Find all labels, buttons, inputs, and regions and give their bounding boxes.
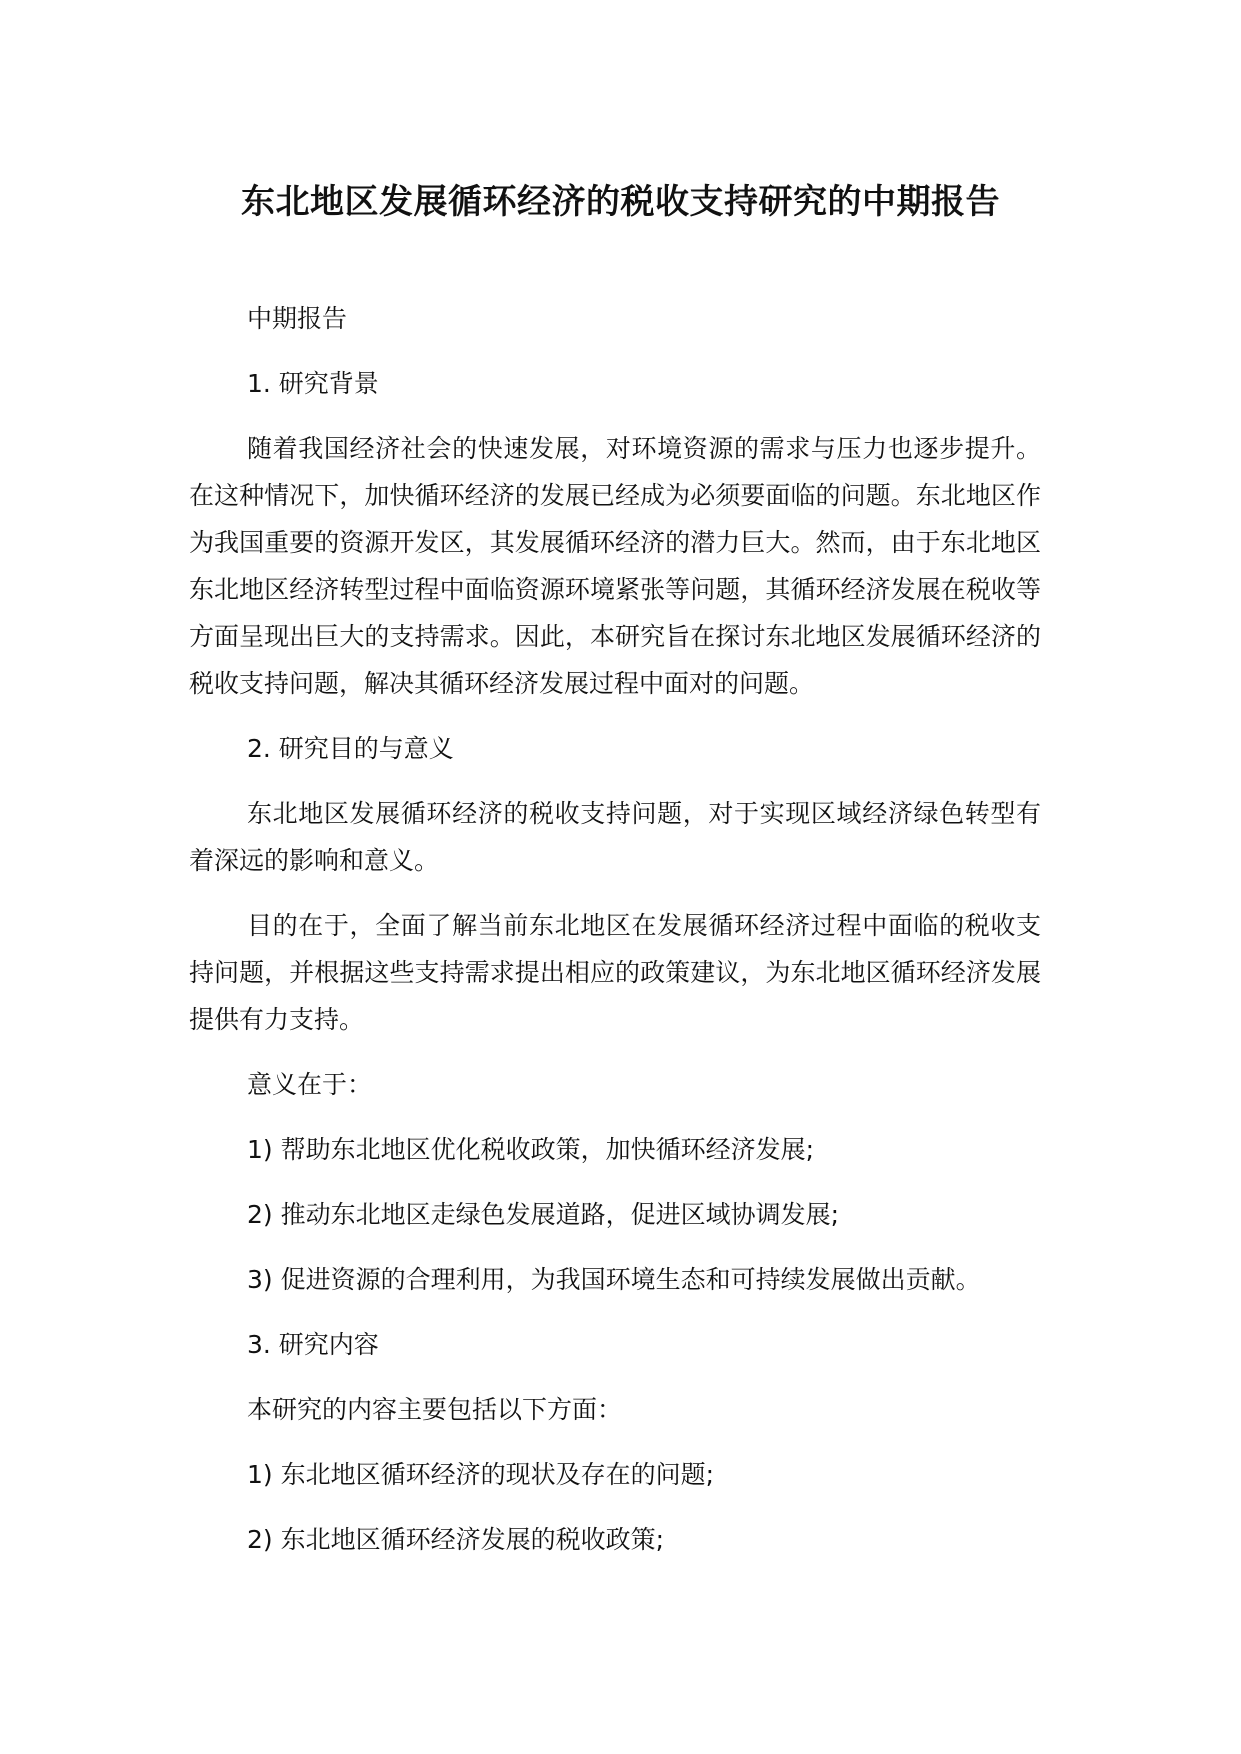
paragraph-content-intro: 本研究的内容主要包括以下方面： xyxy=(247,1395,623,1424)
paragraph-significance-label: 意义在于： xyxy=(247,1070,373,1099)
paragraph-report-label: 中期报告 xyxy=(247,304,348,333)
list-item-content-1: 1) 东北地区循环经济的现状及存在的问题; xyxy=(247,1460,715,1489)
list-item-significance-3: 3) 促进资源的合理利用，为我国环境生态和可持续发展做出贡献。 xyxy=(247,1265,981,1294)
section-heading-background: 1. 研究背景 xyxy=(247,369,379,398)
list-item-content-2: 2) 东北地区循环经济发展的税收政策; xyxy=(247,1525,665,1554)
paragraph-background: 随着我国经济社会的快速发展，对环境资源的需求与压力也逐步提升。在这种情况下，加快循环经济的发展已经成为必须要面临的问题。东北地区作为我国重要的资源开发区，其发展循环经济的潜力巨大。然而，由于东北地区东北地区经济转型过程中面临资源环境紧张等问题，其循环经济发展在税收等方面呈现出巨大的支持需求。因此，本研究旨在探讨东北地区发展循环经济的税收支持问题，解决其循环经济发展过程中面对的问题。 xyxy=(189,434,1041,698)
section-heading-purpose: 2. 研究目的与意义 xyxy=(247,734,454,763)
list-item-significance-2: 2) 推动东北地区走绿色发展道路，促进区域协调发展; xyxy=(247,1200,840,1229)
paragraph-purpose-intro: 东北地区发展循环经济的税收支持问题，对于实现区域经济绿色转型有着深远的影响和意义。 xyxy=(189,799,1041,875)
document-body xyxy=(189,295,1041,1581)
section-heading-content: 3. 研究内容 xyxy=(247,1330,379,1359)
list-item-significance-1: 1) 帮助东北地区优化税收政策，加快循环经济发展; xyxy=(247,1135,815,1164)
paragraph-purpose-goal: 目的在于，全面了解当前东北地区在发展循环经济过程中面临的税收支持问题，并根据这些支持需求提出相应的政策建议，为东北地区循环经济发展提供有力支持。 xyxy=(189,911,1041,1034)
document-title: 东北地区发展循环经济的税收支持研究的中期报告 xyxy=(241,182,1000,222)
